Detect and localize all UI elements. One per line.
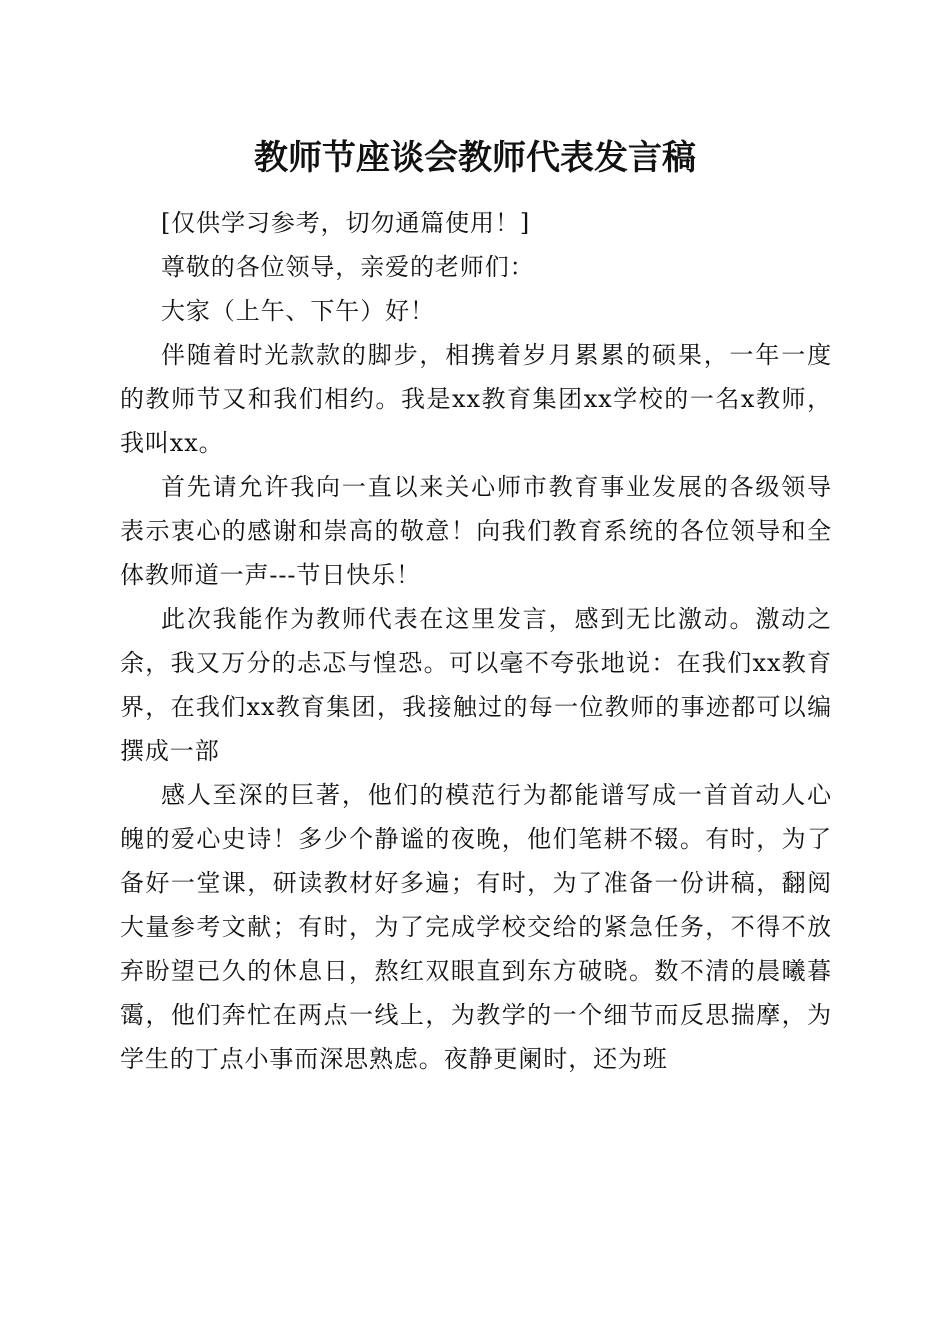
body-paragraph: 此次我能作为教师代表在这里发言，感到无比激动。激动之余，我又万分的忐忑与惶恐。可以毫不夸张地说：在我们xx教育界，在我们xx教育集团，我接触过的每一位教师的事迹都可以编撰成一部	[120, 605, 832, 765]
salutation-paragraph: 尊敬的各位领导，亲爱的老师们：	[161, 253, 535, 281]
greeting-paragraph: 大家（上午、下午）好！	[161, 297, 435, 325]
body-paragraph: 首先请允许我向一直以来关心师市教育事业发展的各级领导表示衷心的感谢和崇高的敬意！向我们教育系统的各位领导和全体教师道一声---节日快乐！	[120, 473, 832, 589]
body-paragraph: 感人至深的巨著，他们的模范行为都能谱写成一首首动人心魄的爱心史诗！多少个静谧的夜晚，他们笔耕不辍。有时，为了备好一堂课，研读教材好多遍；有时，为了准备一份讲稿，翻阅大量参考文献；有时，为了完成学校交给的紧急任务，不得不放弃盼望已久的休息日，熬红双眼直到东方破晓。数不清的晨曦暮霭，他们奔忙在两点一线上，为教学的一个细节而反思揣摩，为学生的丁点小事而深思熟虑。夜静更阑时，还为班	[120, 781, 832, 1073]
document-title: 教师节座谈会教师代表发言稿	[254, 138, 696, 178]
body-paragraph: 伴随着时光款款的脚步，相携着岁月累累的硕果，一年一度的教师节又和我们相约。我是xx教育集团xx学校的一名x教师，我叫xx。	[120, 341, 832, 457]
disclaimer-paragraph: [仅供学习参考，切勿通篇使用！]	[161, 209, 531, 237]
document-body	[120, 201, 832, 1081]
